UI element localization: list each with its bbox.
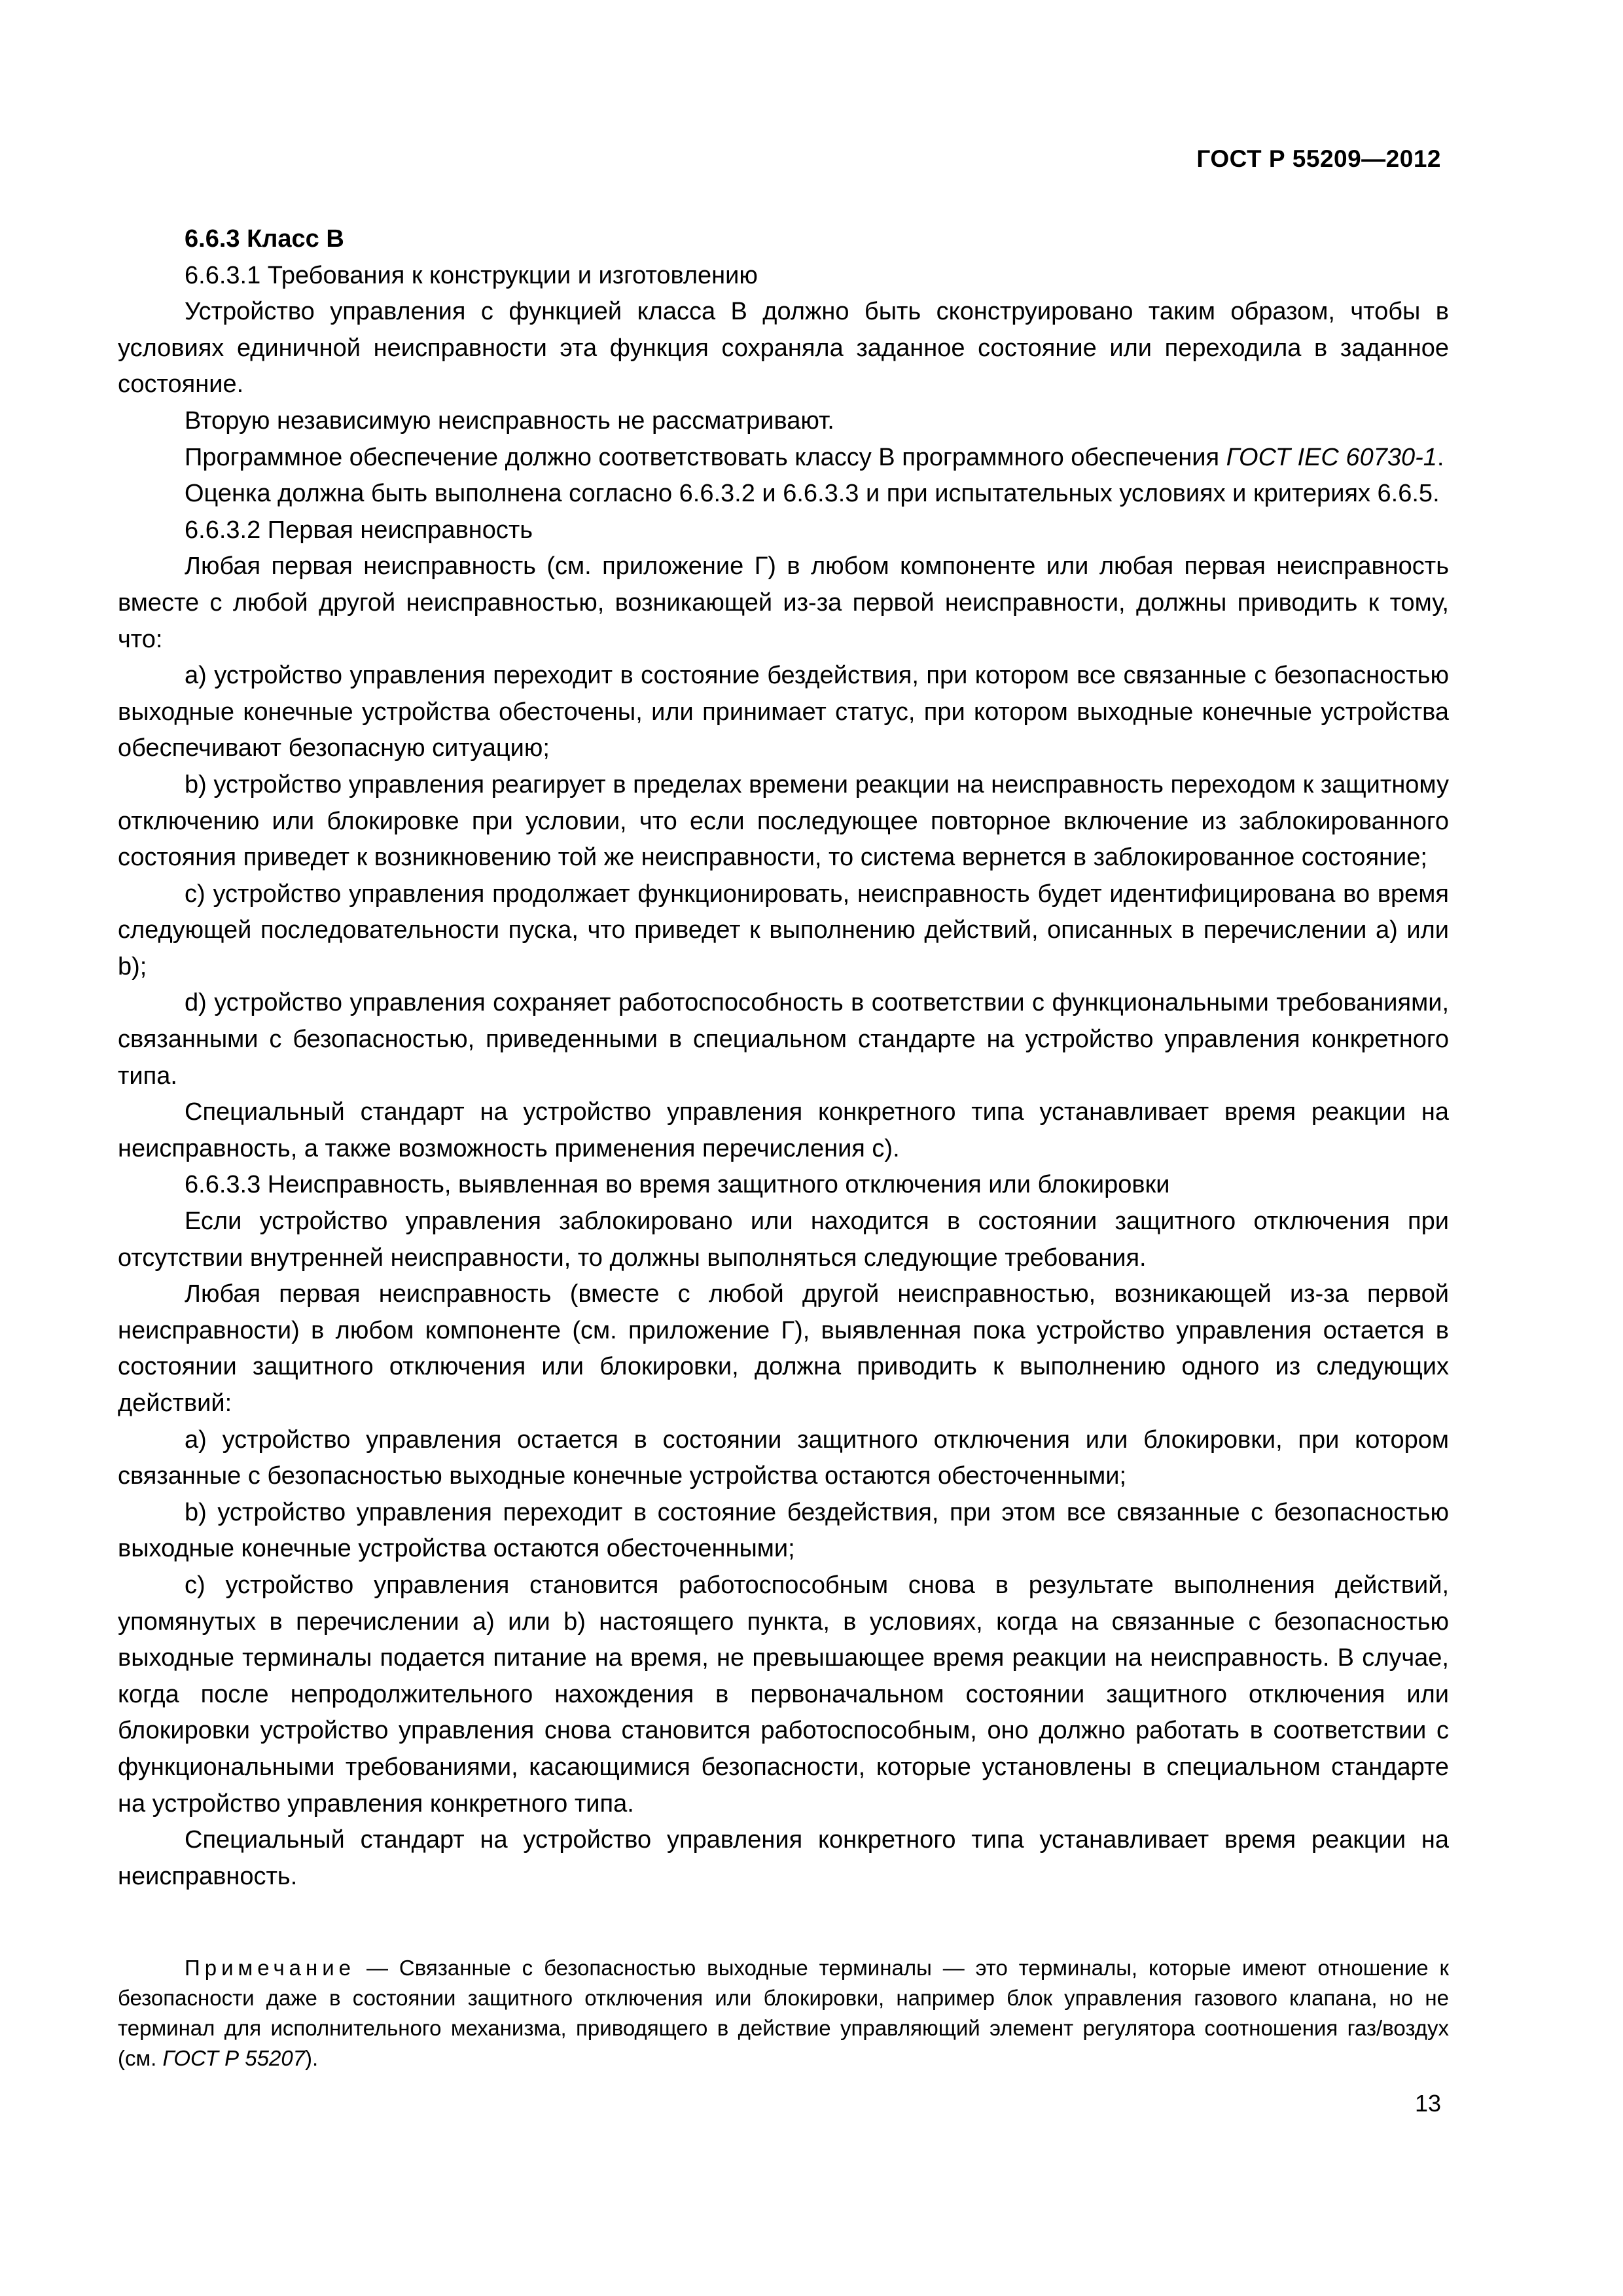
paragraph: Вторую независимую неисправность не рассматривают. bbox=[185, 406, 834, 435]
paragraph-text: . bbox=[1436, 443, 1444, 471]
list-item: d) устройство управления сохраняет работоспособность в соответствии с функциональными требованиями, связанными с безопасностью, приведенными в специальном стандарте на устройство управления конкретного типа. bbox=[118, 989, 1449, 1090]
page-number: 13 bbox=[1414, 2090, 1441, 2117]
note-text: — Связанные с безопасностью выходные терминалы — это терминалы, которые имеют отношение к безопасности даже в состоянии защитного отключения или блокировки, например блок управления газового клапана, но не терминал для исполнительного механизма, приводящего в действие управляющий элемент регулятора соотношения газ/воздух (см. bbox=[118, 1956, 1449, 2070]
note bbox=[118, 1953, 1449, 2073]
subsection-title: 6.6.3.3 Неисправность, выявленная во время защитного отключения или блокировки bbox=[185, 1171, 1170, 1199]
main-text bbox=[118, 221, 1449, 1895]
subsection-title: 6.6.3.2 Первая неисправность bbox=[185, 516, 533, 544]
paragraph: Оценка должна быть выполнена согласно 6.6.3.2 и 6.6.3.3 и при испытательных условиях и критериях 6.6.5. bbox=[185, 480, 1440, 508]
paragraph bbox=[118, 440, 1449, 476]
subsection-title: 6.6.3.1 Требования к конструкции и изготовлению bbox=[185, 261, 758, 289]
list-item: b) устройство управления переходит в состояние бездействия, при этом все связанные с безопасностью выходные конечные устройства остаются обесточенными; bbox=[118, 1498, 1449, 1563]
list-item: a) устройство управления остается в состоянии защитного отключения или блокировки, при котором связанные с безопасностью выходные конечные устройства остаются обесточенными; bbox=[118, 1426, 1449, 1490]
paragraph: Любая первая неисправность (см. приложение Г) в любом компоненте или любая первая неисправность вместе с любой другой неисправностью, возникающей из-за первой неисправности, должны приводить к тому, что: bbox=[118, 552, 1449, 653]
list-item: a) устройство управления переходит в состояние бездействия, при котором все связанные с безопасностью выходные конечные устройства обесточены, или принимает статус, при котором выходные конечные устройства обеспечивают безопасную ситуацию; bbox=[118, 662, 1449, 762]
list-item: b) устройство управления реагирует в пределах времени реакции на неисправность переходом к защитному отключению или блокировке при условии, что если последующее повторное включение из заблокированного состояния приведет к возникновению той же неисправности, то система вернется в заблокированное состояние; bbox=[118, 770, 1449, 872]
list-item: c) устройство управления продолжает функционировать, неисправность будет идентифицирована во время следующей последовательности пуска, что приведет к выполнению действий, описанных в перечислении a) или b); bbox=[118, 880, 1449, 980]
note-end: ). bbox=[305, 2046, 319, 2070]
paragraph: Устройство управления с функцией класса В должно быть сконструировано таким образом, чтобы в условиях единичной неисправности эта функция сохраняла заданное состояние или переходила в заданное состояние. bbox=[118, 298, 1449, 399]
paragraph: Специальный стандарт на устройство управления конкретного типа устанавливает время реакции на неисправность, а также возможность применения перечисления c). bbox=[118, 1098, 1449, 1162]
standard-reference: ГОСТ IEC 60730-1 bbox=[1226, 443, 1437, 471]
note-label: Примечание bbox=[185, 1956, 356, 1980]
paragraph: Любая первая неисправность (вместе с любой другой неисправностью, возникающей из-за первой неисправности) в любом компоненте (см. приложение Г), выявленная пока устройство управления остается в состоянии защитного отключения или блокировки, должна приводить к выполнению одного из следующих действий: bbox=[118, 1280, 1449, 1417]
paragraph-text: Программное обеспечение должно соответствовать классу В программного обеспечения bbox=[185, 443, 1226, 471]
document-number: ГОСТ Р 55209—2012 bbox=[1196, 145, 1441, 172]
note-reference: ГОСТ Р 55207 bbox=[162, 2046, 306, 2070]
paragraph: Специальный стандарт на устройство управления конкретного типа устанавливает время реакции на неисправность. bbox=[118, 1826, 1449, 1890]
section-heading: 6.6.3 Класс В bbox=[185, 225, 344, 253]
list-item: c) устройство управления становится работоспособным снова в результате выполнения действий, упомянутых в перечислении a) или b) настоящего пункта, в условиях, когда на связанные с безопасностью выходные терминалы подается питание на время, не превышающее время реакции на неисправность. В случае, когда после непродолжительного нахождения в первоначальном состоянии защитного отключения или блокировки устройство управления снова становится работоспособным, оно должно работать в соответствии с функциональными требованиями, касающимися безопасности, которые установлены в специальном стандарте на устройство управления конкретного типа. bbox=[118, 1571, 1449, 1818]
paragraph: Если устройство управления заблокировано или находится в состоянии защитного отключения при отсутствии внутренней неисправности, то должны выполняться следующие требования. bbox=[118, 1208, 1449, 1272]
